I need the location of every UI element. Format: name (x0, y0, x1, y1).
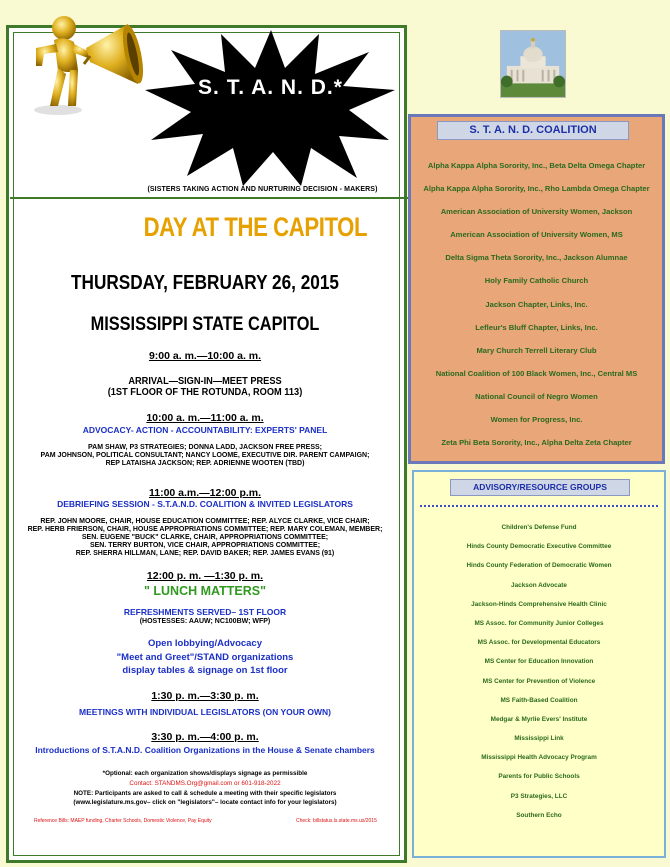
list-item: MS Assoc. for Community Junior Colleges (474, 619, 604, 627)
list-item: P3 Strategies, LLC (510, 792, 568, 800)
advisory-heading: ADVISORY/RESOURCE GROUPS (450, 479, 630, 496)
schedule-detail: REP. JOHN MOORE, CHAIR, HOUSE EDUCATION COMMITTEE; REP. ALYCE CLARKE, VICE CHAIR; (40, 518, 370, 525)
schedule-time: 1:30 p. m.—3:30 p. m. (151, 690, 259, 702)
footer-check-link: Check: billstatus.ls.state.ms.us/2015 (296, 818, 377, 824)
stand-badge: S. T. A. N. D.* (198, 76, 343, 99)
list-item: Alpha Kappa Alpha Sorority, Inc., Rho Lambda Omega Chapter (423, 184, 650, 194)
list-item: Southern Echo (516, 811, 562, 819)
list-item: Alpha Kappa Alpha Sorority, Inc., Beta Delta Omega Chapter (427, 161, 646, 170)
list-item: Mary Church Terrell Literary Club (476, 345, 597, 355)
list-item: Jackson Chapter, Links, Inc. (485, 299, 588, 309)
schedule-time: 12:00 p. m. —1:30 p. m. (146, 570, 264, 582)
event-venue: MISSISSIPPI STATE CAPITOL (90, 314, 320, 335)
schedule-title: Introductions of S.T.A.N.D. Coalition Organizations in the House & Senate chambers (35, 745, 375, 755)
schedule-detail: REP LATAISHA JACKSON; REP. ADRIENNE WOOTEN (TBD) (105, 460, 305, 467)
schedule-time: 10:00 a. m.—11:00 a. m. (146, 412, 264, 424)
list-item: Mississippi Link (514, 735, 564, 743)
list-item: Zeta Phi Beta Sorority, Inc., Alpha Delta Zeta Chapter (441, 438, 632, 448)
schedule-time: 3:30 p. m.—4:00 p. m. (151, 731, 259, 743)
schedule-detail: PAM JOHNSON, POLITICAL CONSULTANT; NANCY LOOME, EXECUTIVE DIR. PARENT CAMPAIGN; (40, 452, 370, 459)
lunch-title: " LUNCH MATTERS" (143, 584, 267, 598)
list-item: Lefleur's Bluff Chapter, Links, Inc. (475, 322, 598, 332)
list-item: MS Center for Education Innovation (484, 658, 594, 666)
schedule-time: 9:00 a. m.—10:00 a. m. (148, 350, 262, 362)
capitol-building-icon (500, 30, 566, 98)
list-item: MS Faith-Based Coalition (500, 696, 578, 704)
note-participants: NOTE: Participants are asked to call & schedule a meeting with their specific legislators (73, 790, 337, 797)
coalition-heading: S. T. A. N. D. COALITION (437, 121, 629, 140)
list-item: National Coalition of 100 Black Women, Inc., Central MS (435, 368, 638, 378)
note-web: (www.legislature.ms.gov– click on "legislators"– locate contact info for your legislators) (73, 799, 337, 806)
list-item: Women for Progress, Inc. (490, 415, 583, 425)
advisory-list (414, 524, 664, 831)
list-item: Holy Family Catholic Church (484, 276, 589, 286)
note-contact: Contact: STANDMS.Org@gmail.com or 601-918-2022 (129, 780, 281, 787)
schedule-extra: Open lobbying/Advocacy (147, 638, 263, 649)
list-item: Jackson-Hinds Comprehensive Health Clinic (471, 600, 607, 608)
schedule-subtitle: REFRESHMENTS SERVED– 1ST FLOOR (123, 607, 287, 617)
schedule-detail: SEN. EUGENE "BUCK" CLARKE, CHAIR, APPROPRIATIONS COMMITTEE; (81, 534, 329, 541)
list-item: Hinds County Federation of Democratic Women (466, 562, 612, 570)
list-item: Mississippi Health Advocacy Program (481, 754, 597, 762)
schedule-extra: "Meet and Greet"/STAND organizations (116, 652, 294, 663)
list-item: National Council of Negro Women (475, 391, 598, 401)
schedule-title: ADVOCACY- ACTION - ACCOUNTABILITY: EXPERTS' PANEL (82, 425, 328, 435)
list-item: Parents for Public Schools (498, 773, 580, 781)
megaphone-figure-icon (28, 8, 158, 118)
list-item: MS Center for Prevention of Violence (482, 677, 596, 685)
schedule-subnote: (HOSTESSES: AAUW; NC100BW; WFP) (139, 618, 271, 625)
list-item: Children's Defense Fund (501, 524, 577, 531)
acronym-text: (SISTERS TAKING ACTION AND NURTURING DECISION - MAKERS) (147, 186, 378, 193)
schedule-title: MEETINGS WITH INDIVIDUAL LEGISLATORS (ON YOUR OWN) (78, 707, 331, 717)
list-item: American Association of University Women, Jackson (440, 207, 633, 217)
list-item: Delta Sigma Theta Sorority, Inc., Jackson Alumnae (445, 253, 628, 263)
schedule-title: DEBRIEFING SESSION - S.T.A.N.D. COALITION & INVITED LEGISLATORS (57, 499, 353, 509)
dotted-divider (420, 505, 658, 508)
list-item: American Association of University Women, MS (450, 230, 623, 240)
schedule-line: ARRIVAL—SIGN-IN—MEET PRESS (128, 375, 282, 387)
list-item: Hinds County Democratic Executive Committee (466, 543, 612, 551)
list-item: MS Assoc. for Developmental Educators (477, 639, 601, 647)
schedule-time: 11:00 a.m.—12:00 p.m. (148, 487, 262, 499)
coalition-list (413, 161, 660, 461)
advisory-panel (412, 470, 666, 858)
list-item: Jackson Advocate (511, 581, 567, 589)
event-date: THURSDAY, FEBRUARY 26, 2015 (71, 272, 339, 294)
list-item: Medgar & Myrlie Evers' Institute (490, 715, 588, 723)
footer-reference-bills: Reference Bills: MAEP funding, Charter Schools, Domestic Violence, Pay Equity (34, 818, 212, 824)
schedule-extra: display tables & signage on 1st floor (122, 665, 288, 676)
schedule-detail: REP. SHERRA HILLMAN, LANE; REP. DAVID BAKER; REP. JAMES EVANS (91) (75, 550, 335, 557)
schedule-detail: PAM SHAW, P3 STRATEGIES; DONNA LADD, JACKSON FREE PRESS; (87, 444, 322, 451)
starburst-icon (143, 28, 398, 188)
coalition-panel (408, 114, 665, 464)
schedule-line: (1ST FLOOR OF THE ROTUNDA, ROOM 113) (107, 386, 303, 398)
schedule-detail: REP. HERB FRIERSON, CHAIR, HOUSE APPROPRIATIONS COMMITTEE; REP. MARY COLEMAN, MEMBER; (27, 526, 383, 533)
note-optional: *Optional: each organization shows/displays signage as permissible (102, 770, 308, 777)
schedule-detail: SEN. TERRY BURTON, VICE CHAIR, APPROPRIATIONS COMMITTEE; (89, 542, 321, 549)
event-headline: DAY AT THE CAPITOL (143, 212, 368, 242)
